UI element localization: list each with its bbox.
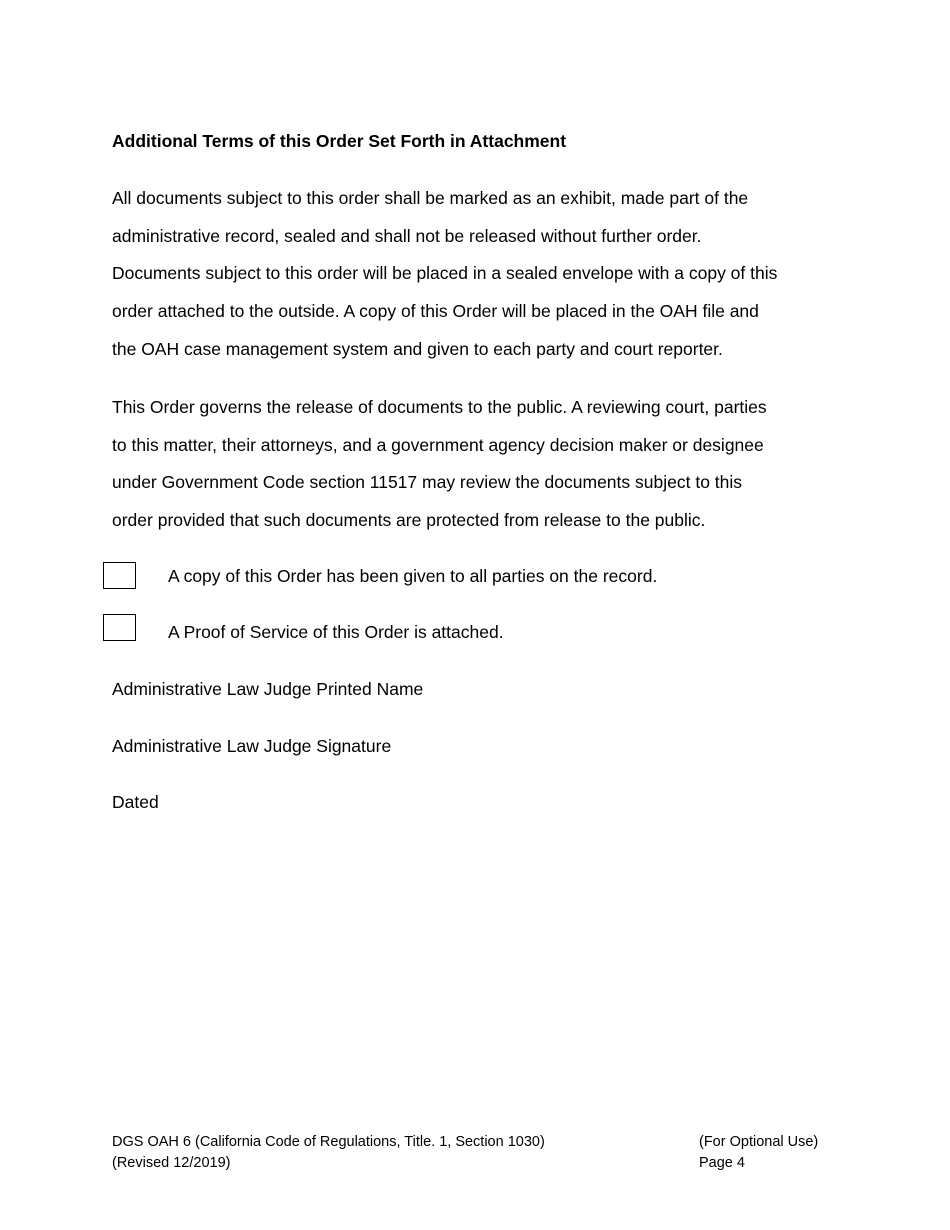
paragraph-line: All documents subject to this order shall be marked as an exhibit, made part of the <box>112 188 749 208</box>
paragraph-line: order provided that such documents are protected from release to the public. <box>112 510 706 531</box>
proof-of-service-checkbox[interactable] <box>103 614 136 641</box>
judge-printed-name-field[interactable]: Administrative Law Judge Printed Name <box>112 679 424 699</box>
paragraph-line: This Order governs the release of documents to the public. A reviewing court, parties <box>112 397 767 417</box>
paragraph-line: under Government Code section 11517 may review the documents subject to this <box>112 472 743 493</box>
footer-form-info <box>112 1132 545 1174</box>
paragraph-sealing-terms <box>112 180 852 369</box>
paragraph-line: Documents subject to this order will be placed in a sealed envelope with a copy of this <box>112 263 778 284</box>
dated-field[interactable]: Dated <box>112 792 159 812</box>
paragraph-line: the OAH case management system and given to each party and court reporter. <box>112 338 723 359</box>
judge-signature-field[interactable]: Administrative Law Judge Signature <box>112 736 392 756</box>
paragraph-release-terms <box>112 389 852 540</box>
footer-page-info <box>699 1132 818 1174</box>
footer-optional-use: (For Optional Use) <box>699 1134 819 1150</box>
footer-revision: (Revised 12/2019) <box>112 1155 231 1171</box>
footer-form-id: DGS OAH 6 (California Code of Regulations, Title. 1, Section 1030) <box>112 1134 545 1150</box>
paragraph-line: to this matter, their attorneys, and a government agency decision maker or designee <box>112 434 764 455</box>
footer-page-number: Page 4 <box>699 1155 745 1171</box>
paragraph-line: administrative record, sealed and shall not be released without further order. <box>112 225 702 246</box>
paragraph-line: order attached to the outside. A copy of this Order will be placed in the OAH file and <box>112 301 759 322</box>
copy-given-label: A copy of this Order has been given to all parties on the record. <box>168 566 658 586</box>
proof-of-service-label: A Proof of Service of this Order is attached. <box>168 622 504 642</box>
section-heading: Additional Terms of this Order Set Forth in Attachment <box>112 131 567 151</box>
copy-given-checkbox[interactable] <box>103 562 136 589</box>
